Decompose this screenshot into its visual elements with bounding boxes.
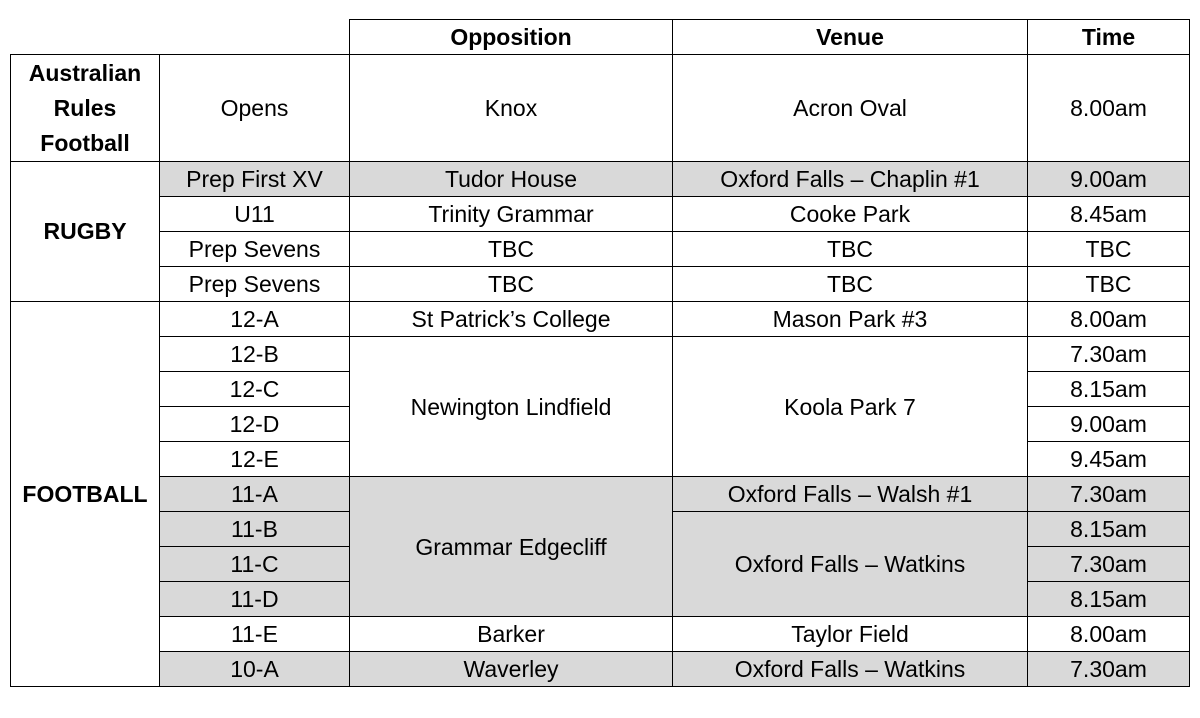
venue-cell: TBC <box>673 267 1028 302</box>
time-cell: 9.00am <box>1028 407 1190 442</box>
opposition-cell: Barker <box>350 617 673 652</box>
time-cell: 9.00am <box>1028 162 1190 197</box>
fixtures-table <box>10 19 1190 687</box>
venue-cell: Oxford Falls – Walsh #1 <box>673 477 1028 512</box>
opposition-cell: Grammar Edgecliff <box>350 477 673 617</box>
venue-cell: TBC <box>673 232 1028 267</box>
table-row <box>11 162 1190 197</box>
time-cell: 8.45am <box>1028 197 1190 232</box>
table-row <box>11 477 1190 512</box>
sport-afl-line3: Football <box>40 129 130 156</box>
sport-football-cell: FOOTBALL <box>11 302 160 687</box>
time-cell: 7.30am <box>1028 337 1190 372</box>
opposition-cell: TBC <box>350 267 673 302</box>
team-cell: 11-E <box>160 617 350 652</box>
venue-cell: Taylor Field <box>673 617 1028 652</box>
table-row <box>11 197 1190 232</box>
team-cell: 10-A <box>160 652 350 687</box>
team-cell: Opens <box>160 55 350 162</box>
header-time: Time <box>1028 20 1190 55</box>
table-row <box>11 232 1190 267</box>
team-cell: Prep Sevens <box>160 232 350 267</box>
opposition-cell: Waverley <box>350 652 673 687</box>
venue-cell: Oxford Falls – Chaplin #1 <box>673 162 1028 197</box>
header-row <box>11 20 1190 55</box>
opposition-cell: Knox <box>350 55 673 162</box>
sport-afl-line2: Rules <box>53 94 117 121</box>
time-cell: 9.45am <box>1028 442 1190 477</box>
header-blank-cell <box>11 20 350 55</box>
team-cell: 12-D <box>160 407 350 442</box>
team-cell: Prep First XV <box>160 162 350 197</box>
team-cell: 11-A <box>160 477 350 512</box>
header-venue: Venue <box>673 20 1028 55</box>
time-cell: TBC <box>1028 267 1190 302</box>
team-cell: 12-C <box>160 372 350 407</box>
table-row <box>11 652 1190 687</box>
opposition-cell: St Patrick’s College <box>350 302 673 337</box>
venue-cell: Cooke Park <box>673 197 1028 232</box>
table-row <box>11 55 1190 162</box>
venue-cell: Acron Oval <box>673 55 1028 162</box>
venue-cell: Mason Park #3 <box>673 302 1028 337</box>
time-cell: 8.15am <box>1028 582 1190 617</box>
team-cell: 12-B <box>160 337 350 372</box>
sport-afl-cell <box>11 55 160 162</box>
time-cell: 8.00am <box>1028 55 1190 162</box>
team-cell: 12-E <box>160 442 350 477</box>
table-row <box>11 337 1190 372</box>
time-cell: TBC <box>1028 232 1190 267</box>
team-cell: 11-D <box>160 582 350 617</box>
team-cell: 11-C <box>160 547 350 582</box>
table-row <box>11 267 1190 302</box>
opposition-cell: Newington Lindfield <box>350 337 673 477</box>
header-opposition: Opposition <box>350 20 673 55</box>
opposition-cell: TBC <box>350 232 673 267</box>
sport-afl-line1: Australian <box>28 59 142 86</box>
team-cell: U11 <box>160 197 350 232</box>
time-cell: 7.30am <box>1028 652 1190 687</box>
table-row <box>11 617 1190 652</box>
venue-cell: Oxford Falls – Watkins <box>673 512 1028 617</box>
sport-rugby-cell: RUGBY <box>11 162 160 302</box>
team-cell: 11-B <box>160 512 350 547</box>
time-cell: 8.15am <box>1028 512 1190 547</box>
opposition-cell: Trinity Grammar <box>350 197 673 232</box>
time-cell: 8.00am <box>1028 617 1190 652</box>
time-cell: 7.30am <box>1028 477 1190 512</box>
time-cell: 8.15am <box>1028 372 1190 407</box>
table-row <box>11 302 1190 337</box>
team-cell: Prep Sevens <box>160 267 350 302</box>
venue-cell: Koola Park 7 <box>673 337 1028 477</box>
time-cell: 7.30am <box>1028 547 1190 582</box>
time-cell: 8.00am <box>1028 302 1190 337</box>
venue-cell: Oxford Falls – Watkins <box>673 652 1028 687</box>
opposition-cell: Tudor House <box>350 162 673 197</box>
team-cell: 12-A <box>160 302 350 337</box>
